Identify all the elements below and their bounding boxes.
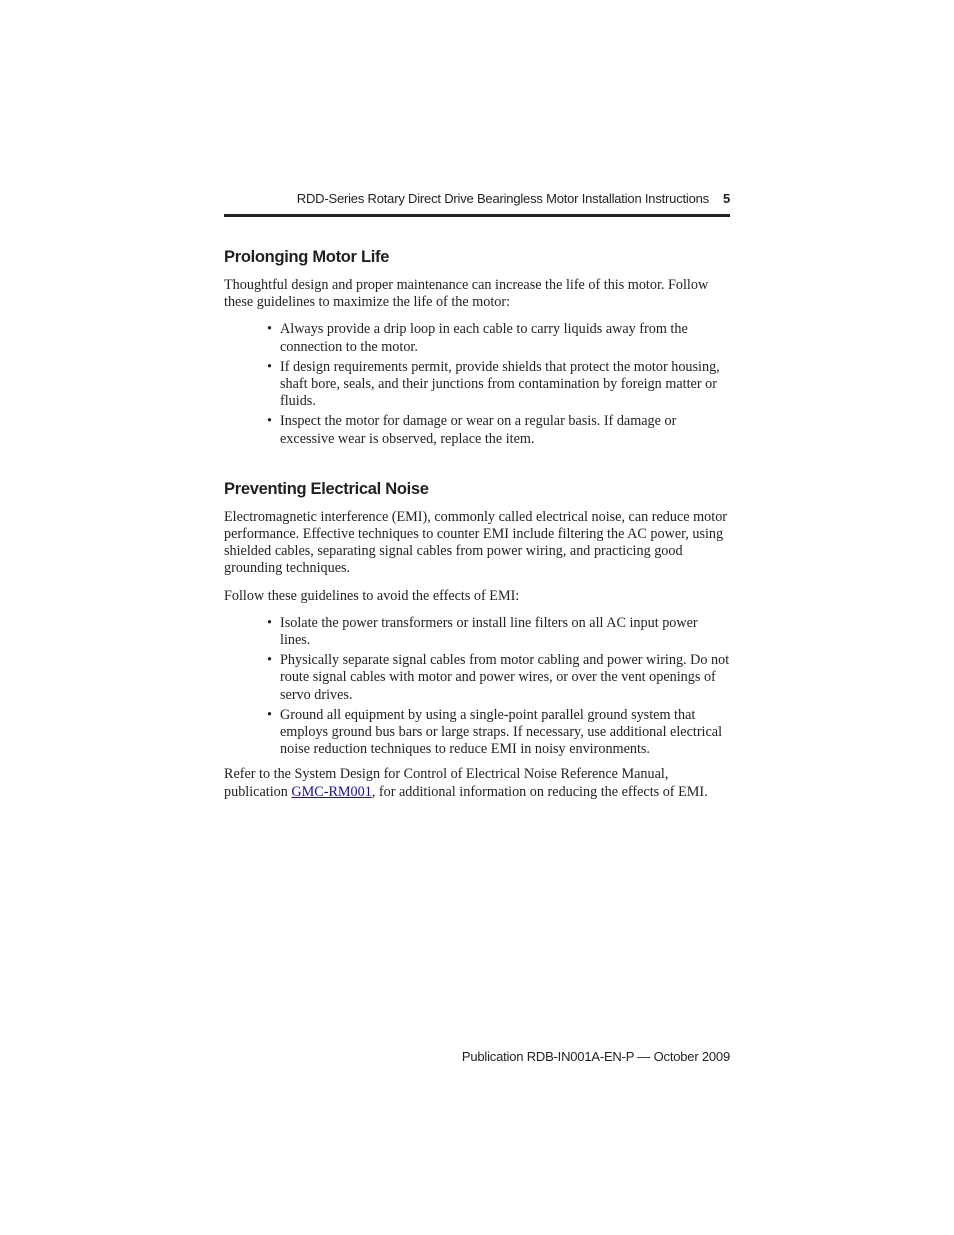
list-item: • Ground all equipment by using a single-point parallel ground system that employs ground bus bars or large straps. If necessary, use additional electrical noise reduction techniques to reduce EMI in noisy environments.: [280, 707, 730, 759]
reference-text-before: Refer to the System Design for Control of Electrical Noise Reference Manual, publication: [224, 766, 669, 800]
section1-bullet-list: [224, 321, 730, 447]
reference-text-after: , for additional information on reducing the effects of EMI.: [371, 783, 708, 800]
list-item: • Always provide a drip loop in each cable to carry liquids away from the connection to the motor.: [280, 321, 730, 355]
running-header: [224, 191, 730, 211]
list-item: • Physically separate signal cables from motor cabling and power wiring. Do not route signal cables with motor and power wires, or over the vent openings of servo drives.: [280, 652, 730, 704]
section2-bullet-list: [224, 615, 730, 759]
list-item: • Isolate the power transformers or install line filters on all AC input power lines.: [280, 615, 730, 649]
list-item: • Inspect the motor for damage or wear on a regular basis. If damage or excessive wear is observed, replace the item.: [280, 413, 730, 447]
footer-publication: Publication RDB-IN001A-EN-P — October 2009: [461, 1049, 730, 1064]
page-number: 5: [722, 191, 730, 206]
section-heading-prolonging-motor-life: Prolonging Motor Life: [224, 248, 390, 266]
list-item: • If design requirements permit, provide shields that protect the motor housing, shaft bore, seals, and their junctions from contamination by foreign matter or fluids.: [280, 359, 730, 411]
header-title: RDD-Series Rotary Direct Drive Bearingless Motor Installation Instructions: [296, 191, 709, 206]
section-heading-preventing-electrical-noise: Preventing Electrical Noise: [224, 479, 429, 498]
section1-intro: Thoughtful design and proper maintenance can increase the life of this motor. Follow these guidelines to maximize the life of the motor:: [224, 277, 709, 311]
main-content: [224, 246, 730, 811]
section2-lead: Follow these guidelines to avoid the effects of EMI:: [224, 587, 520, 604]
header-rule: [224, 214, 730, 217]
gmc-rm001-link[interactable]: GMC-RM001: [291, 783, 372, 800]
section2-intro: Electromagnetic interference (EMI), commonly called electrical noise, can reduce motor performance. Effective techniques to counter EMI include filtering the AC power, using shielded cables, separating signal cables from power wiring, and practicing good grounding techniques.: [224, 508, 728, 577]
reference-paragraph: [224, 766, 730, 800]
